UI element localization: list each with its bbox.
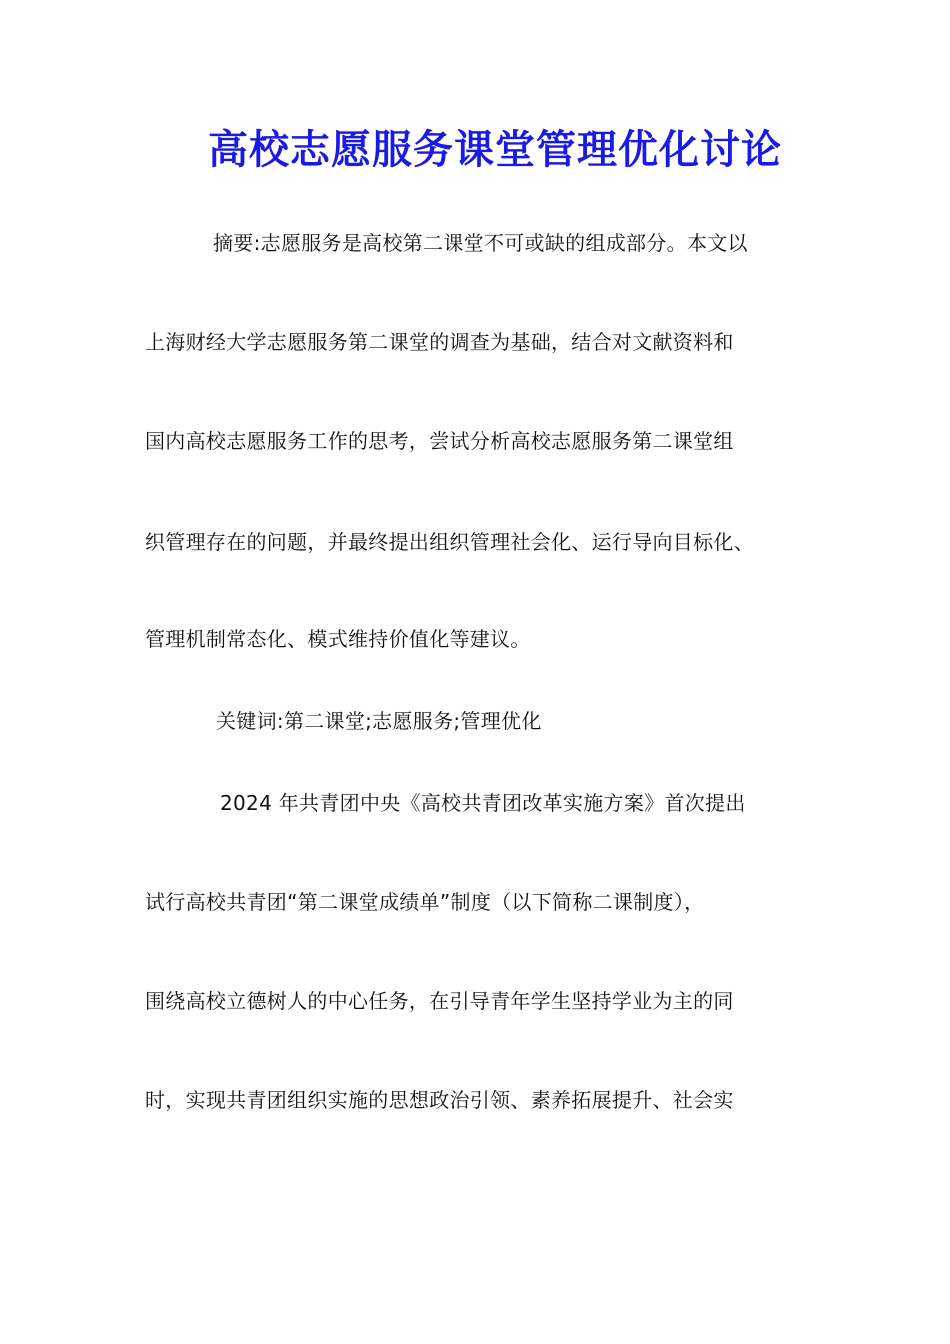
abstract-line-1: 摘要:志愿服务是高校第二课堂不可或缺的组成部分。本文以	[213, 231, 748, 255]
keywords-line: 关键词:第二课堂;志愿服务;管理优化	[216, 709, 542, 733]
body-line-1: 2024 年共青团中央《高校共青团改革实施方案》首次提出	[220, 791, 746, 815]
abstract-line-3: 国内高校志愿服务工作的思考，尝试分析高校志愿服务第二课堂组	[145, 429, 734, 453]
body-line-4: 时，实现共青团组织实施的思想政治引领、素养拓展提升、社会实	[145, 1088, 734, 1112]
document-title: 高校志愿服务课堂管理优化讨论	[208, 126, 782, 173]
abstract-line-5: 管理机制常态化、模式维持价值化等建议。	[145, 627, 531, 651]
abstract-line-2: 上海财经大学志愿服务第二课堂的调查为基础，结合对文献资料和	[145, 330, 734, 354]
abstract-line-4: 织管理存在的问题，并最终提出组织管理社会化、运行导向目标化、	[145, 530, 754, 554]
body-line-3: 围绕高校立德树人的中心任务，在引导青年学生坚持学业为主的同	[145, 989, 734, 1013]
body-line-2: 试行高校共青团“第二课堂成绩单”制度（以下简称二课制度），	[145, 890, 705, 914]
